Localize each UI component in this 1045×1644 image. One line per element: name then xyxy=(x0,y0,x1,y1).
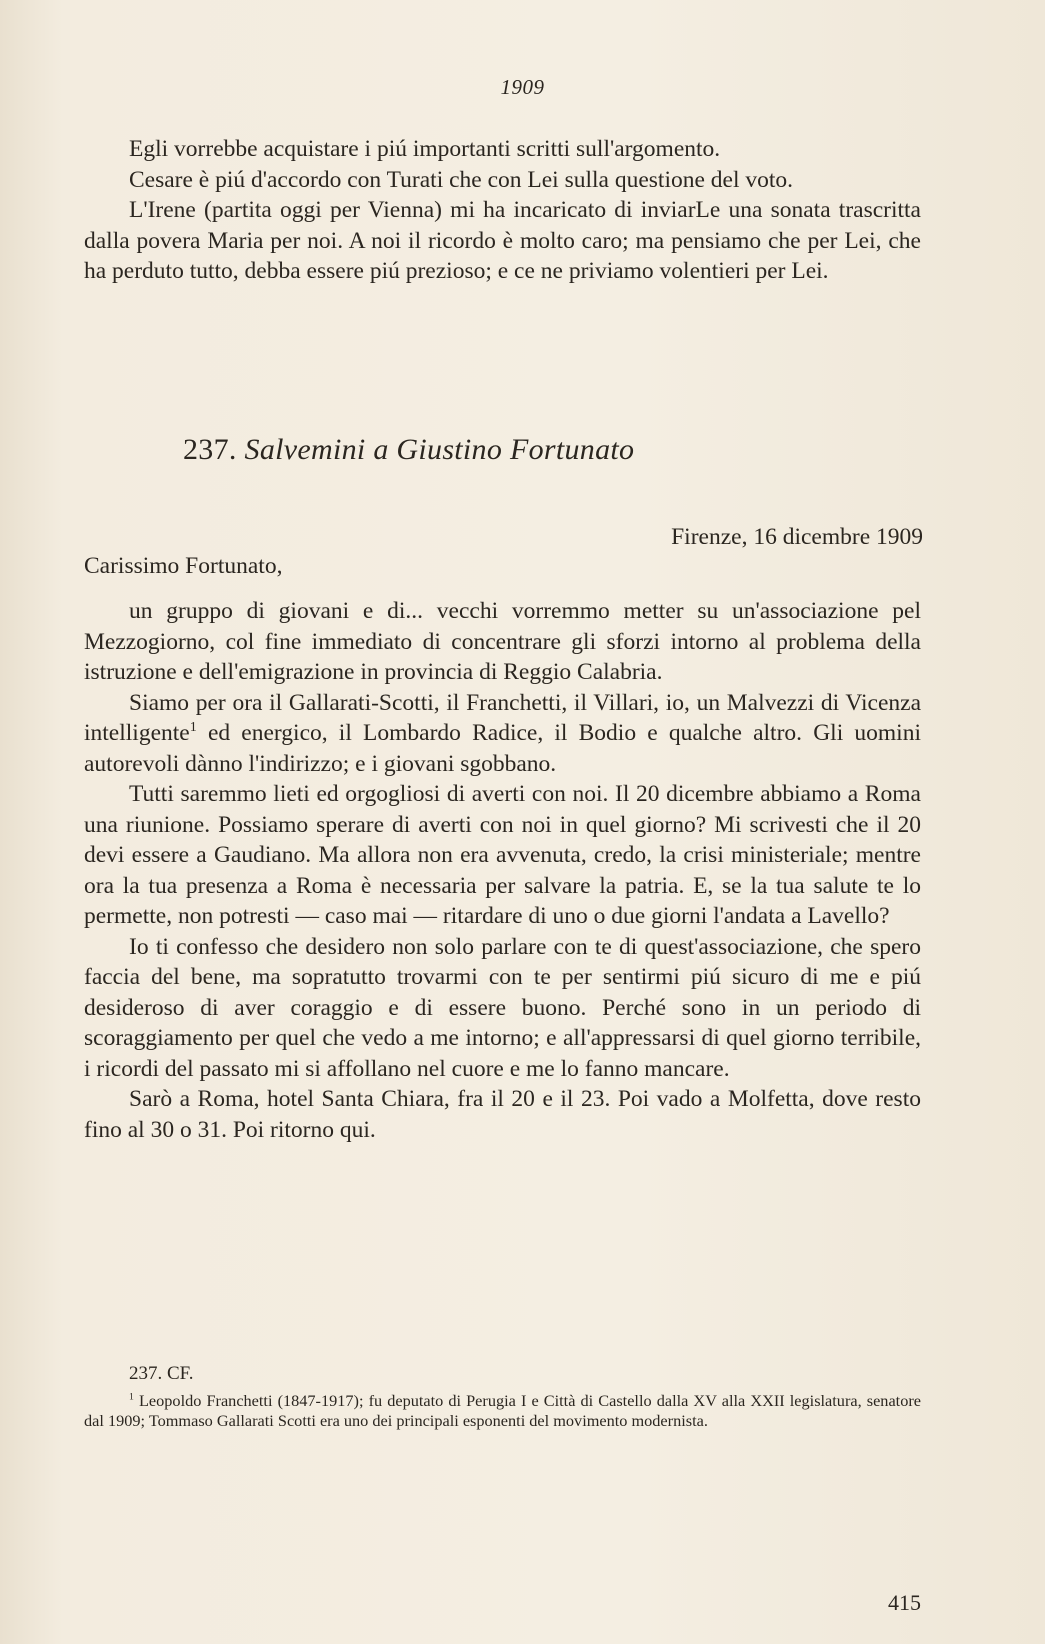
paragraph: un gruppo di giovani e di... vecchi vorremmo metter su un'associazione pel Mezzogiorno, col fine immediato di concentrare gli sforzi intorno al problema della istruzione e dell'emigrazione in provincia di Reggio Calabria. xyxy=(84,598,921,685)
letter-number: 237. xyxy=(183,433,237,466)
paragraph: Cesare è piú d'accordo con Turati che con Lei sulla questione del voto. xyxy=(129,166,794,193)
footnote-reference: 1 xyxy=(189,719,197,736)
letter-heading xyxy=(183,433,634,467)
letter-body xyxy=(84,596,921,1145)
paragraph-text: Siamo per ora il Gallarati-Scotti, il Franchetti, il Villari, io, un Malvezzi di Vicenza intelligente xyxy=(84,689,921,746)
paragraph: Egli vorrebbe acquistare i piú importanti scritti sull'argomento. xyxy=(129,136,721,162)
running-head: 1909 xyxy=(500,75,545,99)
previous-letter-continuation xyxy=(84,134,921,287)
dateline: Firenze, 16 dicembre 1909 xyxy=(671,524,923,550)
paragraph-text: ed energico, il Lombardo Radice, il Bodio e qualche altro. Gli uomini autorevoli dànno l'indirizzo; e i giovani sgobbano. xyxy=(84,720,921,777)
footnote xyxy=(84,1391,921,1431)
footnote-mark: 1 xyxy=(129,1391,134,1403)
notes-section xyxy=(84,1363,921,1431)
paragraph: Io ti confesso che desidero non solo parlare con te di quest'associazione, che spero faccia del bene, ma sopratutto trovarmi con te per sentirmi piú sicuro di me e piú desideroso di aver coraggio e di essere buono. Perché sono in un periodo di scoraggiamento per quel che vedo a me intorno; e all'appressarsi di quel giorno terribile, i ricordi del passato mi si affollano nel cuore e me lo fanno mancare. xyxy=(84,933,921,1082)
paragraph xyxy=(84,688,921,780)
paragraph: L'Irene (partita oggi per Vienna) mi ha incaricato di inviarLe una sonata trascritta dalla povera Maria per noi. A noi il ricordo è molto caro; ma pensiamo che per Lei, che ha perduto tutto, debba essere piú prezioso; e ce ne priviamo volentieri per Lei. xyxy=(84,197,921,284)
paragraph: Sarò a Roma, hotel Santa Chiara, fra il 20 e il 23. Poi vado a Molfetta, dove resto fino al 30 o 31. Poi ritorno qui. xyxy=(84,1086,921,1143)
letter-title: Salvemini a Giustino Fortunato xyxy=(244,433,635,466)
page-number: 415 xyxy=(888,1590,921,1615)
footnote-text: Leopoldo Franchetti (1847-1917); fu deputato di Perugia I e Città di Castello dalla XV alla XXII legislatura, senatore dal 1909; Tommaso Gallarati Scotti era uno dei principali esponenti del movimento modernista. xyxy=(84,1391,921,1430)
salutation: Carissimo Fortunato, xyxy=(84,553,283,579)
source-note: 237. CF. xyxy=(129,1363,194,1384)
paragraph: Tutti saremmo lieti ed orgogliosi di averti con noi. Il 20 dicembre abbiamo a Roma una riunione. Possiamo sperare di averti con noi in quel giorno? Mi scrivesti che il 20 devi essere a Gaudiano. Ma allora non era avvenuta, credo, la crisi ministeriale; mentre ora la tua presenza a Roma è necessaria per salvare la patria. E, se la tua salute te lo permette, non potresti — caso mai — ritardare di uno o due giorni l'andata a Lavello? xyxy=(84,781,921,929)
